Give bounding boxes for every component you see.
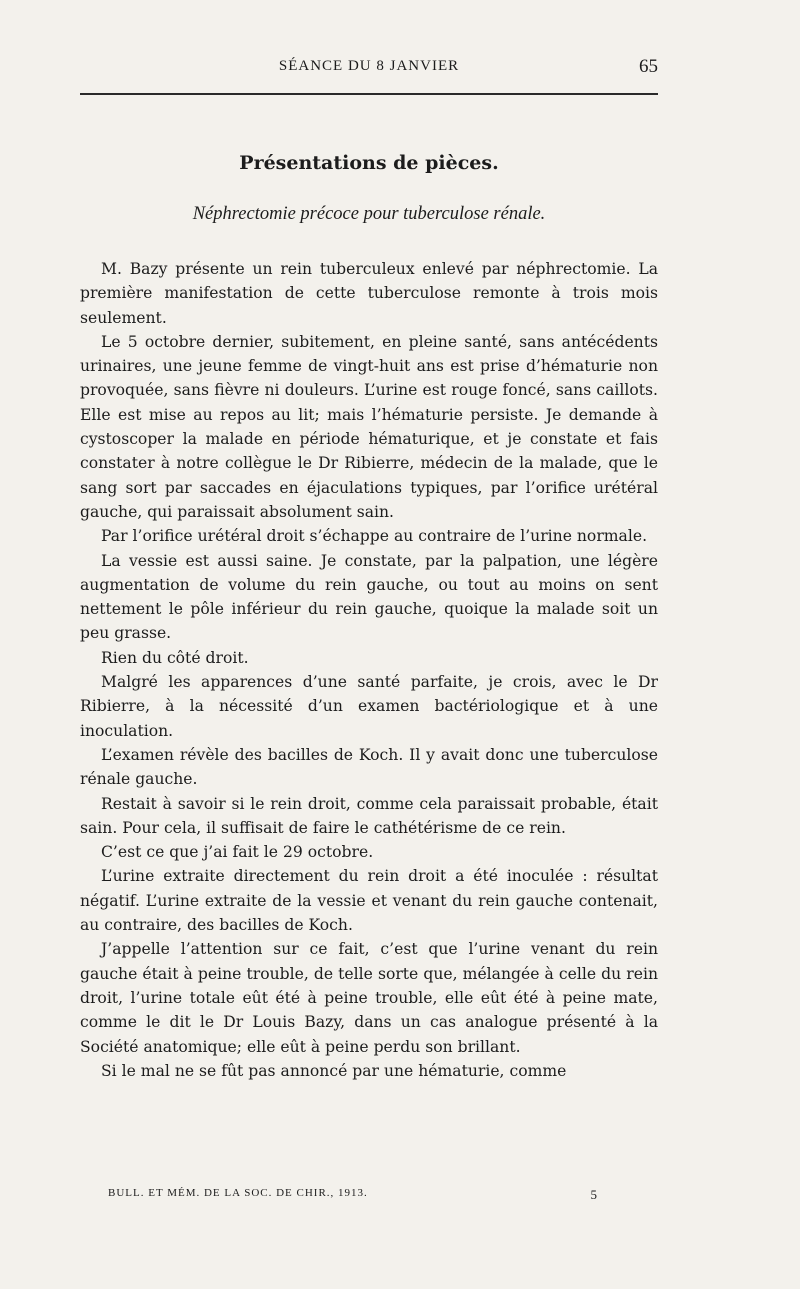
paragraph: Si le mal ne se fût pas annoncé par une hématurie, comme — [101, 1061, 567, 1080]
paragraph: M. Bazy présente un rein tuberculeux enlevé par néphrectomie. La première manifestation de cette tuberculose remonte à trois mois seulement. — [80, 260, 658, 327]
running-title: SÉANCE DU 8 JANVIER — [278, 58, 460, 74]
section-title: Présentations de pièces. — [239, 152, 499, 174]
header-rule — [80, 93, 658, 95]
article-subtitle: Néphrectomie précoce pour tuberculose rénale. — [192, 204, 546, 224]
paragraph: Rien du côté droit. — [101, 648, 249, 667]
paragraph: L’urine extraite directement du rein droit a été inoculée : résultat négatif. L’urine extraite de la vessie et venant du rein gauche contenait, au contraire, des bacilles de Koch. — [80, 867, 658, 935]
paragraph: Restait à savoir si le rein droit, comme cela paraissait probable, était sain. Pour cela, il suffisait de faire le cathétérisme de ce rein. — [80, 794, 658, 837]
paragraph: Le 5 octobre dernier, subitement, en pleine santé, sans antécédents urinaires, une jeune femme de vingt-huit ans est prise d’hématurie non provoquée, sans fièvre ni douleurs. L’urine est rouge foncé, sans caillots. Elle est mise au repos au lit; mais l’hématurie persiste. Je demande à cystoscoper la malade en période hématurique, et je constate et fais constater à notre collègue le Dr Ribierre, médecin de la malade, que le sang sort par saccades en éjaculations typiques, par l’orifice urétéral gauche, qui paraissait absolument sain. — [80, 332, 658, 521]
paragraph: C’est ce que j’ai fait le 29 octobre. — [101, 843, 374, 862]
page-footer — [108, 1187, 598, 1207]
footer-citation: BULL. ET MÉM. DE LA SOC. DE CHIR., 1913. — [108, 1187, 368, 1199]
paragraph: La vessie est aussi saine. Je constate, par la palpation, une légère augmentation de volume du rein gauche, ou tout au moins on sent nettement le pôle inférieur du rein gauche, quoique la malade soit un peu grasse. — [80, 551, 658, 643]
running-head — [80, 54, 658, 84]
paragraph: Par l’orifice urétéral droit s’échappe au contraire de l’urine normale. — [101, 527, 648, 546]
paragraph: L’examen révèle des bacilles de Koch. Il y avait donc une tuberculose rénale gauche. — [80, 745, 658, 789]
paragraph: J’appelle l’attention sur ce fait, c’est que l’urine venant du rein gauche était à peine trouble, de telle sorte que, mélangée à celle du rein droit, l’urine totale eût été à peine trouble, elle eût été à peine mate, comme le dit le Dr Louis Bazy, dans un cas analogue présenté à la Société anatomique; elle eût à peine perdu son brillant. — [80, 940, 658, 1056]
paragraph: Malgré les apparences d’une santé parfaite, je crois, avec le Dr Ribierre, à la nécessité d’un examen bactériologique et à une inoculation. — [80, 673, 658, 740]
body-text — [80, 257, 658, 1083]
page-number: 65 — [639, 56, 658, 77]
signature-mark: 5 — [590, 1187, 598, 1202]
